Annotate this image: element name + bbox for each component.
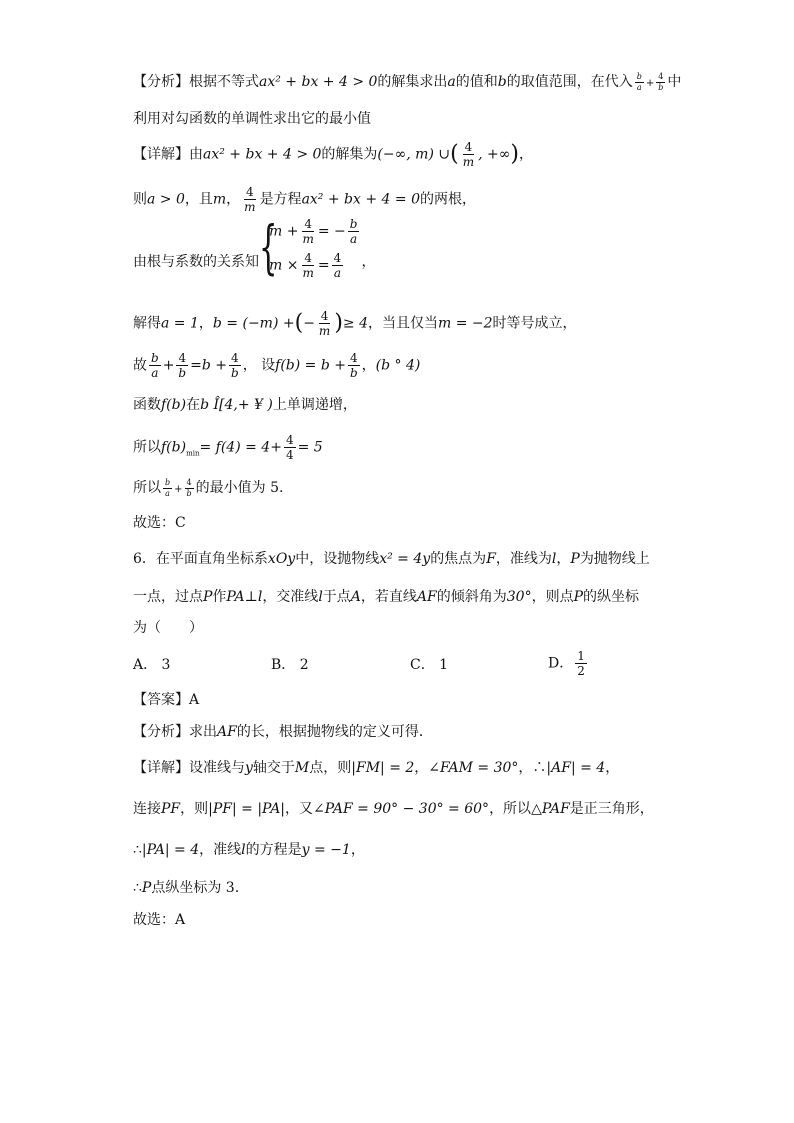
analysis-tag: 【分析】 — [133, 74, 189, 90]
option-a: A． 3 — [133, 657, 171, 673]
detail-line-6: 函数f(b)在b Î[4,+ ¥ )上单调递增， — [133, 397, 357, 413]
detail-q6-answer: 故选：A — [133, 912, 186, 928]
detail-line-2: 则a > 0，且m， $\frac{4}{m}$ 是方程ax² + bx + 4 = 0的两根， — [133, 185, 476, 214]
detail-q6-line-3: ∴|PA| = 4，准线l的方程是y = −1， — [133, 842, 365, 858]
detail-line-7: 所以$f(b)_{min}= f(4) = 4+$ $\frac{4}{4}$ = 5 — [133, 433, 323, 462]
analysis-q6: 【分析】求出AF的长，根据抛物线的定义可得． — [133, 724, 433, 740]
option-d: D． $\frac{1}{2}$ — [548, 649, 585, 678]
detail-q6-line-1: 【详解】设准线与y轴交于M点，则|FM| = 2，∠FAM = 30°，∴|AF| = 4， — [133, 760, 620, 776]
detail-line-4: 解得a = 1，b = (−m) +(− $\frac{4}{m}$ )≥ 4，当且仅当m = −2时等号成立， — [133, 309, 577, 338]
detail-line-1: 【详解】由ax² + bx + 4 > 0的解集为(−∞, m) ∪( $\frac{4}{m}$ , +∞)， — [133, 140, 533, 169]
analysis-line-1: 【分析】根据不等式ax² + bx + 4 > 0的解集求出a的值和b的取值范围，在代入 $\frac{b}{a}$ + $\frac{4}{b}$ 中 — [133, 71, 682, 92]
fraction-4-over-b: $\frac{4}{b}$ — [658, 71, 664, 92]
option-b: B． 2 — [271, 657, 309, 673]
detail-line-8: 所以 $\frac{b}{a}$ + $\frac{4}{b}$ 的最小值为 5. — [133, 477, 284, 498]
fraction-b-over-a: $\frac{b}{a}$ — [636, 71, 642, 92]
detail-line-5: 故 $\frac{b}{a}$ + $\frac{4}{b}$ =b + $\frac{4}{b}$ ， 设f(b) = b + $\frac{4}{b}$ ，(b ° 4) — [133, 351, 421, 380]
question-6-line-3: 为（ ） — [133, 620, 203, 636]
option-c: C． 1 — [410, 657, 449, 673]
answer-line: 【答案】A — [133, 692, 200, 708]
question-6-line-1: 6．在平面直角坐标系xOy中，设抛物线x² = 4y的焦点为F，准线为l，P为抛物线上 — [133, 551, 650, 567]
fraction-4-over-m: $\frac{4}{m}$ — [462, 140, 475, 169]
detail-q6-line-2: 连接PF，则|PF| = |PA|，又∠PAF = 90° − 30° = 60°，所以△PAF是正三角形， — [133, 801, 654, 817]
question-number: 6． — [133, 551, 156, 567]
question-6-line-2: 一点，过点P作PA⊥l，交准线l于点A，若直线AF的倾斜角为30°，则点P的纵坐标 — [133, 589, 639, 605]
analysis-line-2: 利用对勾函数的单调性求出它的最小值 — [133, 111, 371, 127]
vieta-system: 由根与系数的关系知 { m + $\frac{4}{m}$ = − $\frac{b}{a}$ m × $\frac{4}{m}$ = $\frac{4}{a}$ ， — [133, 213, 376, 281]
detail-q6-line-4: ∴P点纵坐标为 3. — [133, 880, 240, 896]
detail-answer-c: 故选：C — [133, 515, 186, 531]
detail-tag: 【详解】 — [133, 146, 189, 163]
